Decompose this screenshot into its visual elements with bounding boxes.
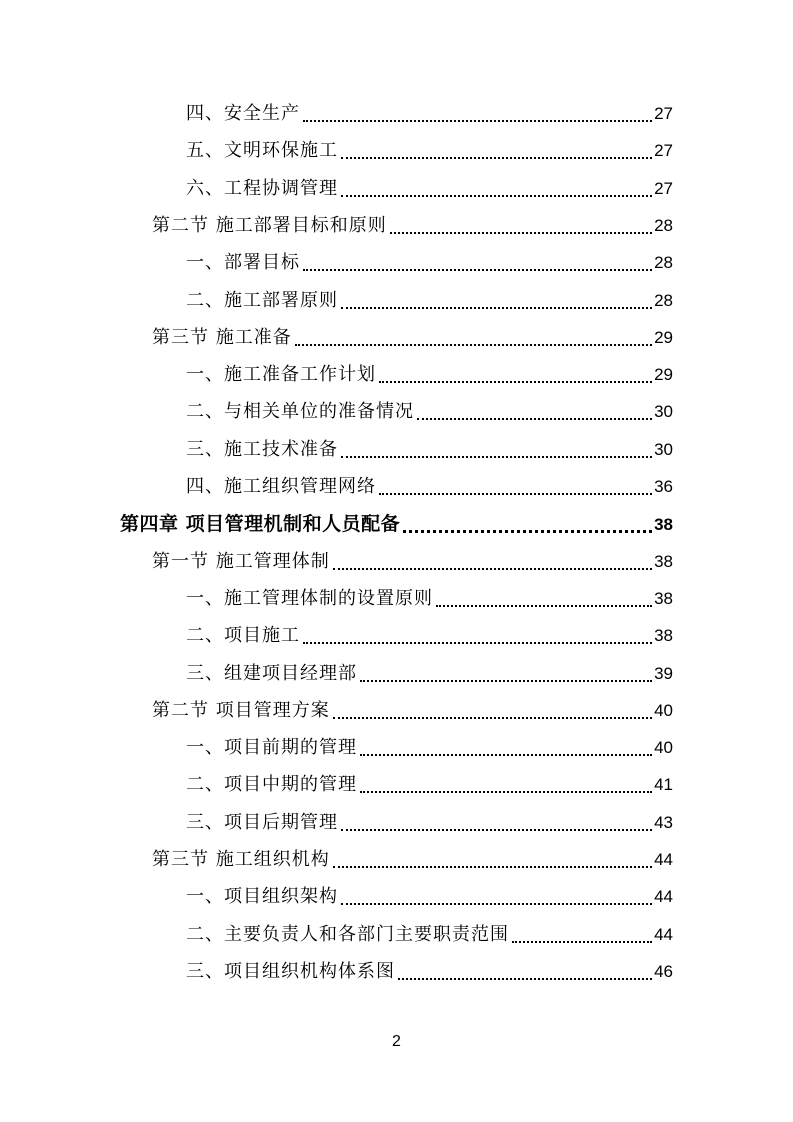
toc-entry-page-number: 41 <box>654 775 673 794</box>
toc-dot-leader <box>341 157 652 159</box>
toc-subsection-entry[interactable] <box>186 810 673 836</box>
toc-entry-page-number: 30 <box>654 402 673 421</box>
toc-entry-title: 第三节 施工准备 <box>152 327 292 348</box>
toc-entry-title: 二、项目施工 <box>186 625 300 646</box>
toc-entry-title: 一、项目组织架构 <box>186 886 338 907</box>
toc-dot-leader <box>360 680 652 682</box>
toc-dot-leader <box>436 605 652 607</box>
toc-subsection-entry[interactable] <box>186 288 673 314</box>
toc-entry-title: 一、部署目标 <box>186 252 300 273</box>
toc-entry-page-number: 28 <box>654 216 673 235</box>
toc-dot-leader <box>341 456 652 458</box>
toc-entry-title: 二、项目中期的管理 <box>186 774 357 795</box>
toc-subsection-entry[interactable] <box>186 735 673 761</box>
toc-subsection-entry[interactable] <box>186 437 673 463</box>
toc-subsection-entry[interactable] <box>186 884 673 910</box>
toc-dot-leader <box>303 642 652 644</box>
toc-entry-page-number: 40 <box>654 738 673 757</box>
toc-entry-page-number: 43 <box>654 813 673 832</box>
toc-entry-page-number: 29 <box>654 365 673 384</box>
toc-entry-title: 四、安全生产 <box>186 103 300 124</box>
toc-entry-title: 二、施工部署原则 <box>186 290 338 311</box>
toc-subsection-entry[interactable] <box>186 250 673 276</box>
toc-entry-title: 一、施工准备工作计划 <box>186 364 376 385</box>
toc-entry-title: 第二节 施工部署目标和原则 <box>152 215 387 236</box>
toc-subsection-entry[interactable] <box>186 661 673 687</box>
toc-dot-leader <box>333 717 652 719</box>
toc-entry-page-number: 39 <box>654 664 673 683</box>
toc-entry-title: 一、项目前期的管理 <box>186 737 357 758</box>
toc-entry-title: 一、施工管理体制的设置原则 <box>186 588 433 609</box>
toc-entry-page-number: 38 <box>654 515 673 534</box>
toc-entry-page-number: 30 <box>654 440 673 459</box>
toc-dot-leader <box>379 493 652 495</box>
toc-entry-title: 三、项目后期管理 <box>186 812 338 833</box>
toc-section-entry[interactable] <box>152 549 673 575</box>
toc-entry-page-number: 29 <box>654 328 673 347</box>
toc-entry-page-number: 27 <box>654 141 673 160</box>
toc-entry-title: 第一节 施工管理体制 <box>152 551 330 572</box>
toc-entry-title: 五、文明环保施工 <box>186 140 338 161</box>
toc-entry-page-number: 28 <box>654 291 673 310</box>
toc-dot-leader <box>333 568 652 570</box>
toc-subsection-entry[interactable] <box>186 623 673 649</box>
toc-entry-page-number: 27 <box>654 104 673 123</box>
toc-dot-leader <box>303 120 652 122</box>
toc-entry-title: 二、主要负责人和各部门主要职责范围 <box>186 924 509 945</box>
toc-section-entry[interactable] <box>152 698 673 724</box>
toc-section-entry[interactable] <box>152 847 673 873</box>
toc-subsection-entry[interactable] <box>186 959 673 985</box>
toc-entry-page-number: 44 <box>654 925 673 944</box>
toc-section-entry[interactable] <box>152 213 673 239</box>
toc-dot-leader <box>403 530 652 533</box>
toc-subsection-entry[interactable] <box>186 586 673 612</box>
toc-dot-leader <box>303 269 652 271</box>
toc-section-entry[interactable] <box>152 325 673 351</box>
toc-dot-leader <box>512 941 652 943</box>
toc-entry-page-number: 44 <box>654 887 673 906</box>
toc-entry-page-number: 38 <box>654 589 673 608</box>
toc-dot-leader <box>417 418 652 420</box>
toc-entry-page-number: 46 <box>654 962 673 981</box>
toc-entry-title: 三、施工技术准备 <box>186 439 338 460</box>
toc-dot-leader <box>341 903 652 905</box>
toc-dot-leader <box>390 232 652 234</box>
toc-entry-title: 第三节 施工组织机构 <box>152 849 330 870</box>
toc-dot-leader <box>341 195 652 197</box>
toc-entry-page-number: 38 <box>654 626 673 645</box>
toc-subsection-entry[interactable] <box>186 922 673 948</box>
toc-subsection-entry[interactable] <box>186 399 673 425</box>
toc-dot-leader <box>360 791 652 793</box>
toc-dot-leader <box>333 866 652 868</box>
toc-entry-page-number: 36 <box>654 477 673 496</box>
toc-entry-title: 第四章 项目管理机制和人员配备 <box>120 513 401 535</box>
toc-dot-leader <box>341 829 652 831</box>
toc-subsection-entry[interactable] <box>186 362 673 388</box>
toc-entry-page-number: 38 <box>654 552 673 571</box>
toc-entry-title: 第二节 项目管理方案 <box>152 700 330 721</box>
toc-dot-leader <box>360 754 652 756</box>
toc-subsection-entry[interactable] <box>186 138 673 164</box>
toc-dot-leader <box>398 978 652 980</box>
toc-entry-title: 三、项目组织机构体系图 <box>186 961 395 982</box>
toc-subsection-entry[interactable] <box>186 101 673 127</box>
toc-entry-page-number: 40 <box>654 701 673 720</box>
toc-entry-title: 六、工程协调管理 <box>186 178 338 199</box>
toc-dot-leader <box>295 344 652 346</box>
page-number: 2 <box>392 1033 401 1050</box>
toc-entry-page-number: 44 <box>654 850 673 869</box>
toc-chapter-entry[interactable] <box>120 511 673 537</box>
toc-entry-title: 四、施工组织管理网络 <box>186 476 376 497</box>
toc-entry-title: 二、与相关单位的准备情况 <box>186 401 414 422</box>
toc-entry-page-number: 28 <box>654 253 673 272</box>
toc-dot-leader <box>379 381 652 383</box>
toc-entry-page-number: 27 <box>654 179 673 198</box>
toc-subsection-entry[interactable] <box>186 176 673 202</box>
toc-subsection-entry[interactable] <box>186 772 673 798</box>
toc-dot-leader <box>341 307 652 309</box>
toc-entry-title: 三、组建项目经理部 <box>186 663 357 684</box>
toc-subsection-entry[interactable] <box>186 474 673 500</box>
